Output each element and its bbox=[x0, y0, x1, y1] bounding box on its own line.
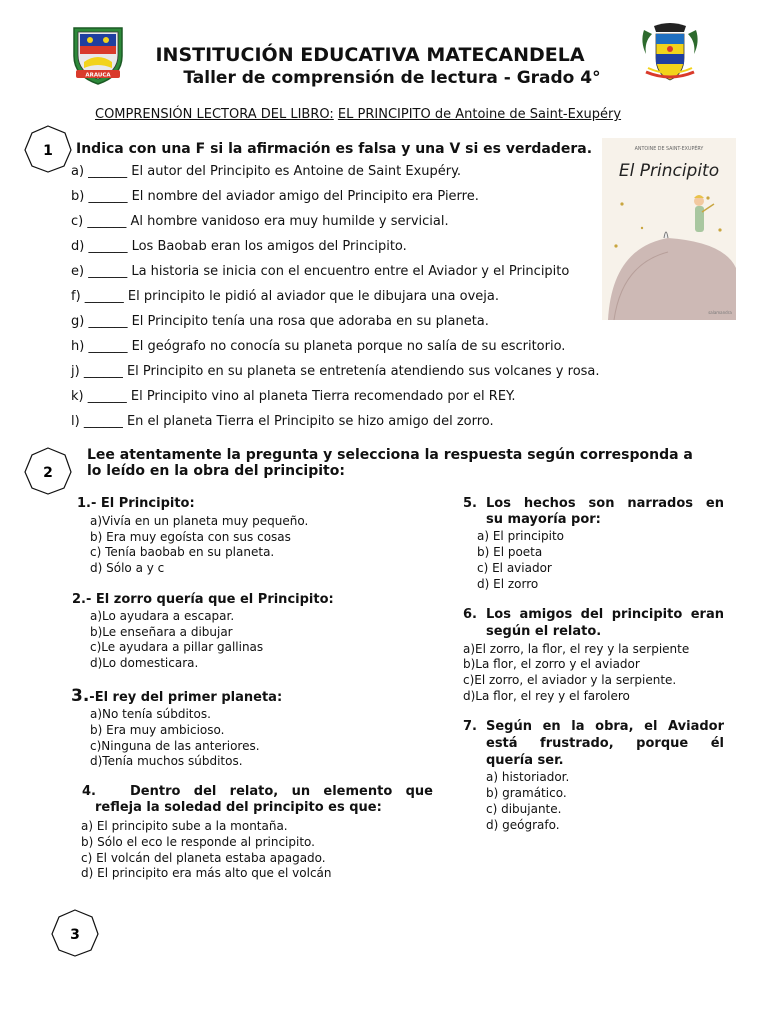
section-1-number: 1 bbox=[43, 143, 53, 159]
question-7-line3: quería ser. bbox=[486, 753, 564, 768]
option: a)El zorro, la flor, el rey y la serpiente bbox=[463, 642, 690, 656]
book-heading-title: EL PRINCIPITO de Antoine de Saint-Exupéry bbox=[337, 107, 622, 122]
section-2-number: 2 bbox=[43, 465, 53, 481]
book-cover-author: ANTOINE DE SAINT-EXUPÉRY bbox=[634, 147, 704, 152]
tf-item: a) ______ El autor del Principito es Antoine de Saint Exupéry. bbox=[71, 164, 462, 179]
question-5-number: 5. bbox=[463, 496, 477, 511]
question-4-line1: Dentro del relato, un elemento que bbox=[130, 784, 433, 799]
book-cover-image bbox=[602, 138, 736, 320]
question-7-line2: está frustrado, porque él bbox=[486, 736, 724, 751]
option: b)La flor, el zorro y el aviador bbox=[463, 657, 640, 671]
option: d) El principito era más alto que el volcán bbox=[81, 866, 332, 880]
question-3-number: 3. bbox=[71, 686, 90, 706]
option: c)Ninguna de las anteriores. bbox=[90, 739, 260, 753]
tf-item: f) ______ El principito le pidió al aviador que le dibujara una oveja. bbox=[71, 289, 499, 304]
tf-item: h) ______ El geógrafo no conocía su planeta porque no salía de su escritorio. bbox=[71, 339, 566, 354]
book-cover-title: El Principito bbox=[618, 161, 720, 181]
option: a) historiador. bbox=[486, 770, 570, 784]
option: c)Le ayudara a pillar gallinas bbox=[90, 640, 264, 654]
section-3-badge bbox=[50, 908, 100, 958]
question-4-line2: refleja la soledad del principito es que: bbox=[95, 800, 382, 815]
tf-item: k) ______ El Principito vino al planeta Tierra recomendado por el REY. bbox=[71, 389, 516, 404]
crest-banner-text: ARAUCA bbox=[85, 72, 111, 79]
question-3-text: -El rey del primer planeta: bbox=[89, 690, 283, 705]
option: d) geógrafo. bbox=[486, 818, 560, 832]
book-heading bbox=[95, 107, 621, 122]
option: a)No tenía súbditos. bbox=[90, 707, 211, 721]
section-1-instruction: Indica con una F si la afirmación es falsa y una V si es verdadera. bbox=[76, 141, 593, 157]
option: a) El principito bbox=[477, 529, 564, 543]
option: d)Tenía muchos súbditos. bbox=[90, 754, 243, 768]
svg-text:salamandra: salamandra bbox=[708, 310, 732, 315]
tf-item: e) ______ La historia se inicia con el encuentro entre el Aviador y el Principito bbox=[71, 264, 570, 279]
option: c) El volcán del planeta estaba apagado. bbox=[81, 851, 326, 865]
tf-item: b) ______ El nombre del aviador amigo del Principito era Pierre. bbox=[71, 189, 479, 204]
question-5-line2: su mayoría por: bbox=[486, 512, 601, 527]
tf-item: l) ______ En el planeta Tierra el Principito se hizo amigo del zorro. bbox=[71, 414, 494, 429]
question-4-number: 4. bbox=[82, 784, 96, 799]
question-3 bbox=[71, 686, 282, 706]
question-1: 1.- El Principito: bbox=[77, 496, 195, 511]
option: b) Era muy ambicioso. bbox=[90, 723, 225, 737]
question-7-number: 7. bbox=[463, 719, 477, 734]
option: b) Sólo el eco le responde al principito. bbox=[81, 835, 315, 849]
question-2: 2.- El zorro quería que el Principito: bbox=[72, 592, 334, 607]
section-2-badge bbox=[23, 446, 73, 496]
book-heading-label: COMPRENSIÓN LECTORA DEL LIBRO bbox=[95, 107, 330, 122]
option: d)Lo domesticara. bbox=[90, 656, 199, 670]
option: a)Vivía en un planeta muy pequeño. bbox=[90, 514, 309, 528]
option: c) dibujante. bbox=[486, 802, 562, 816]
option: b) El poeta bbox=[477, 545, 543, 559]
section-3-number: 3 bbox=[70, 927, 80, 943]
question-6-line2: según el relato. bbox=[486, 624, 602, 639]
option: b) Era muy egoísta con sus cosas bbox=[90, 530, 291, 544]
question-5-line1: Los hechos son narrados en bbox=[486, 496, 724, 511]
section-2-instruction-line2: lo leído en la obra del principito: bbox=[87, 463, 345, 479]
option: c)El zorro, el aviador y la serpiente. bbox=[463, 673, 677, 687]
section-1-badge bbox=[23, 124, 73, 174]
question-7-line1: Según en la obra, el Aviador bbox=[486, 719, 724, 734]
option: c) Tenía baobab en su planeta. bbox=[90, 545, 275, 559]
tf-item: g) ______ El Principito tenía una rosa que adoraba en su planeta. bbox=[71, 314, 489, 329]
option: c) El aviador bbox=[477, 561, 552, 575]
question-6-number: 6. bbox=[463, 607, 477, 622]
institution-name: INSTITUCIÓN EDUCATIVA MATECANDELA bbox=[155, 44, 585, 66]
book-heading-colon: : bbox=[329, 107, 334, 122]
tf-item: j) ______ El Principito en su planeta se entretenía atendiendo sus volcanes y rosa. bbox=[71, 364, 600, 379]
option: b)Le enseñara a dibujar bbox=[90, 625, 233, 639]
option: d) El zorro bbox=[477, 577, 539, 591]
option: a)Lo ayudara a escapar. bbox=[90, 609, 235, 623]
option: a) El principito sube a la montaña. bbox=[81, 819, 288, 833]
option: d)La flor, el rey y el farolero bbox=[463, 689, 630, 703]
question-6-line1: Los amigos del principito eran bbox=[486, 607, 724, 622]
tf-item: d) ______ Los Baobab eran los amigos del Principito. bbox=[71, 239, 407, 254]
workshop-subtitle: Taller de comprensión de lectura - Grado 4° bbox=[183, 68, 601, 88]
section-2-instruction-line1: Lee atentamente la pregunta y selecciona la respuesta según corresponda a bbox=[87, 447, 693, 463]
option: d) Sólo a y c bbox=[90, 561, 165, 575]
option: b) gramático. bbox=[486, 786, 567, 800]
tf-item: c) ______ Al hombre vanidoso era muy humilde y servicial. bbox=[71, 214, 449, 229]
